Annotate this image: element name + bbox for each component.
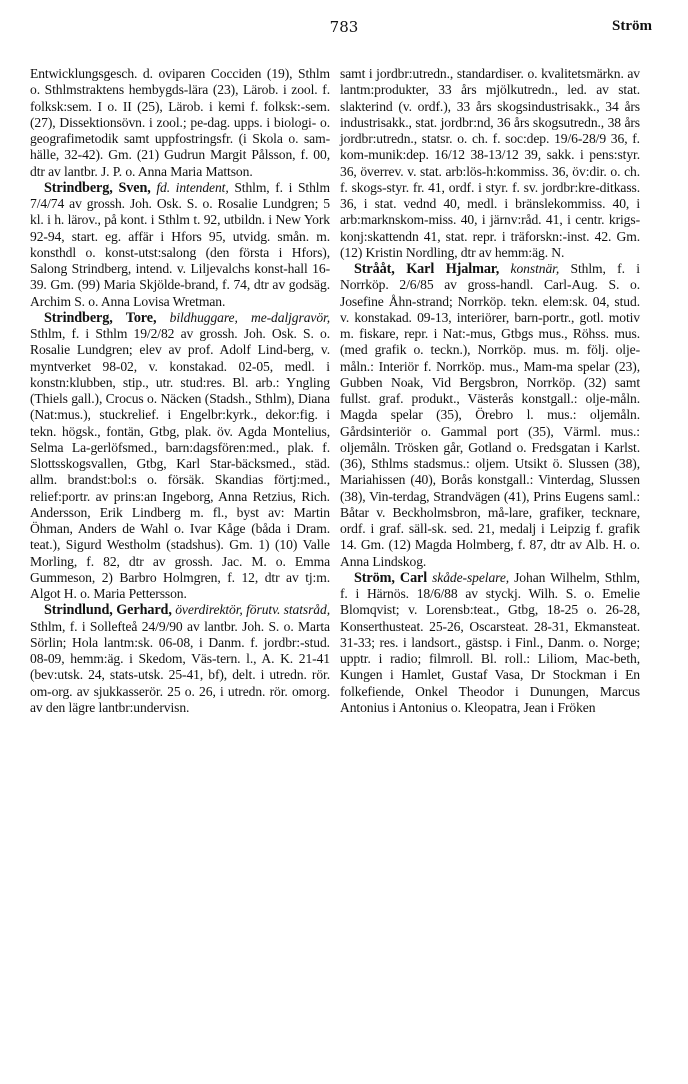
entry-occupation: skåde-spelare,	[432, 569, 510, 585]
entry-name: Strååt, Karl Hjalmar,	[354, 261, 500, 277]
entry-text: Johan Wilhelm, Sthlm, f. i Härnös. 18/6/88 av styckj. Wilh. S. o. Emelie Blomqvist; v. Lorensb:teat., Gtbg, 18-25 o. 26-28, Konserthusteat. 25-26, Oscarsteat. 28-31, Ekmansteat. 31-33; res. i landsort., gästsp. i Finl., Danm. o. Norge; upptr. i radio; filmroll. Bl. roll.: Liliom, Mac-beth, Kungen i Hamlet, Gustaf Vasa, Dr Stockman i En folkefiende, Onkel Theodor i Dunungen, Marcus Antonius i Antonius o. Kleopatra, Jean i Fröken	[340, 569, 640, 715]
entry-strindberg-tore	[30, 310, 330, 603]
page-header	[0, 14, 688, 44]
entry-occupation: fd. intendent,	[156, 179, 229, 195]
entry-name: Strindberg, Sven,	[44, 179, 151, 196]
entry-occupation: konstnär,	[510, 261, 560, 276]
entry-strindlund-gerhard	[30, 602, 330, 716]
entry-text: Sthlm, f. i Sthlm 7/4/74 av grossh. Joh. Osk. S. o. Rosalie Lundgren; 5 kl. i h. lärov., på kont. i Sthlm t. 92, utbildn. i New York 92-94, start. eg. affär i Hfors 95, utvidg. smån. m. konsthdl o. konst-utst:salong (den första i Hfors), Salong Strindberg, intend. v. Liljevalchs konst-hall 16-39. Gm. (99) Maria Skjölde-brand, f. 74, dtr av godsäg. Archim S. o. Anna Lovisa Wretman.	[30, 179, 330, 309]
left-column	[30, 66, 330, 716]
entry-straat-karl-hjalmar	[340, 261, 640, 570]
entry-strom-carl	[340, 570, 640, 716]
running-head: Ström	[612, 18, 652, 34]
entry-continuation	[30, 66, 330, 180]
entry-occupation: överdirektör, förutv. statsråd,	[175, 602, 330, 618]
entry-strindberg-sven	[30, 180, 330, 310]
right-column	[340, 66, 640, 716]
entry-text: Entwicklungsgesch. d. oviparen Cocciden (19), Sthlm o. Sthlmstraktens hembygds-lära (23), Lärob. i zool. f. folksk:sem. I o. II (25), Lärob. i kemi f. folksk:-sem. (27), Dissektionsövn. i zool.; pe-dag. upps. i biologi- o. geografimetodik samt uppfostringsfr. (i Skola o. sam-hälle, 32-42). Gm. (21) Gudrun Margit Pålsson, f. 00, dtr av lantbr. J. P. o. Anna Maria Mattson.	[30, 66, 330, 179]
entry-continuation	[340, 66, 640, 261]
entry-occupation: bildhuggare, me-daljgravör,	[169, 309, 330, 325]
page-number: 783	[329, 18, 359, 36]
entry-name: Strindberg, Tore,	[44, 309, 157, 326]
entry-text: Sthlm, f. i Sollefteå 24/9/90 av lantbr. Joh. S. o. Marta Sörlin; Hola lantm:sk. 06-08, i Danm. f. jordbr:-stud. 08-09, hemm:äg. i Skedom, Väs-tern. l., A. K. 21-41 (bev:utsk. 24, stats-utsk. 25-41, bf), delt. i utredn. rör. om-org. av sjukkasserör. 25 o. 26, i utredn. rör. omorg. av den lägre lantbr:undervisn.	[30, 618, 330, 715]
entry-name: Strindlund, Gerhard,	[44, 602, 172, 619]
entry-name: Ström, Carl	[354, 569, 428, 586]
entry-text: Sthlm, f. i Sthlm 19/2/82 av grossh. Joh. Osk. S. o. Rosalie Lundgren; elev av prof. Adolf Lind-berg, v. myntverket 98-02, v. konstakad. 02-05, medl. i konstn:klubben, stip., utr. stud:res. Bl. arb.: Yngling (Thiels gall.), Crocus o. Näcken (Stadsh., Sthlm), Diana (Nat:mus.), stuckrelief. i Engelbr:kyrk., dekor:fig. i tekn. högsk., fontän, Gtbg, plak. öv. Agda Montelius, Selma La-gerlöfsmed., barn:dagsfören:med., plak. f. Slottsskogsvallen, Gtbg, Karl Star-bäcksmed., städ. allm. brandst:bol:s o. försäk. Skandias förtj:med., relief:portr. av prins:an Ingeborg, Anna Retzius, Rich. Andersson, Erik Lindberg m. fl., byst av: Martin Öhman, Anders de Wahl o. Ivar Kåge (båda i Dram. teat.), Sigurd Westholm (stadshus). Gm. 1) (10) Valle Morling, f. 82, dtr av grossh. Jac. M. o. Emma Gummeson, 2) Barbro Holmgren, f. 12, dtr av tj:m. Algot H. o. Maria Pettersson.	[30, 326, 330, 601]
entry-text: Sthlm, f. i Norrköp. 2/6/85 av gross-handl. Carl-Aug. S. o. Josefine Åhn-strand; Norrköp. tekn. elem:sk. 04, stud. v. konstakad. 09-13, interiörer, barn-portr., gotl. motiv m. fiskare, repr. i Nat:-mus, Gtbgs mus., Röhss. mus. (med grafik o. teckn.), Norrköp. mus. m. följ. olje-måln.: Interiör f. Norrköp. mus., Mam-ma spelar (23), Gubben Noak, Vid Bergsbron, Norrköp. (32) samt fullst. graf. produkt., Västerås konstgall.: olje-måln. Magda spelar (35), Örebro l. mus.: oljemåln. Gårdsinteriör o. Gammal port (35), Värml. mus.: oljemåln. Trösken går, Gotland o. Fredsgatan i Karlst. (36), Sthlms stadsmus.: oljem. Utsikt ö. Slussen (38), Mariahissen (40), Borås konstgall.: Vinterdag, Slussen (38), Vin-terdag, Strandvägen (41), Prins Eugens saml.: Båtar v. Beckholmsbron, må-lare, grafiker, tecknare, ordf. i graf. säll-sk. sed. 21, medalj i Leipzig f. grafik 14. Gm. (12) Magda Holmberg, f. 87, dtr av Alb. H. o. Anna Lindskog.	[340, 261, 640, 569]
entry-text: samt i jordbr:utredn., standardiser. o. kvalitetsmärkn. av lantm:produkter, 33 års mjölkutredn., led. av stat. slakterind (v. ordf.), 33 års skogsindustrisakk., 34 års industrisakk., stat. jordbr:nd, 36 års skogsutredn., 38 års jordbr:utredn., statsr. o. ch. f. soc:dep. 19/6-28/9 36, f. kom-munik:dep. 16/12 38-13/12 39, sakk. i pens:styr. 36, överrev. v. stat. arb:lös-h:kommiss. 36, öv:dir. o. ch. f. skogs-styr. fr. 41, ordf. i styr. f. sv. jordbr:kre-ditkass. 36, i stat. vednd 40, medl. i bränslekommiss. 40, i arb:marknskom-miss. 40, i järnv:råd. 41, i centr. krigs-konj:skattendn 41, stat. repr. i träforskn:-inst. 42. Gm. (12) Kristin Nordling, dtr av hemm:äg. N.	[340, 66, 640, 260]
